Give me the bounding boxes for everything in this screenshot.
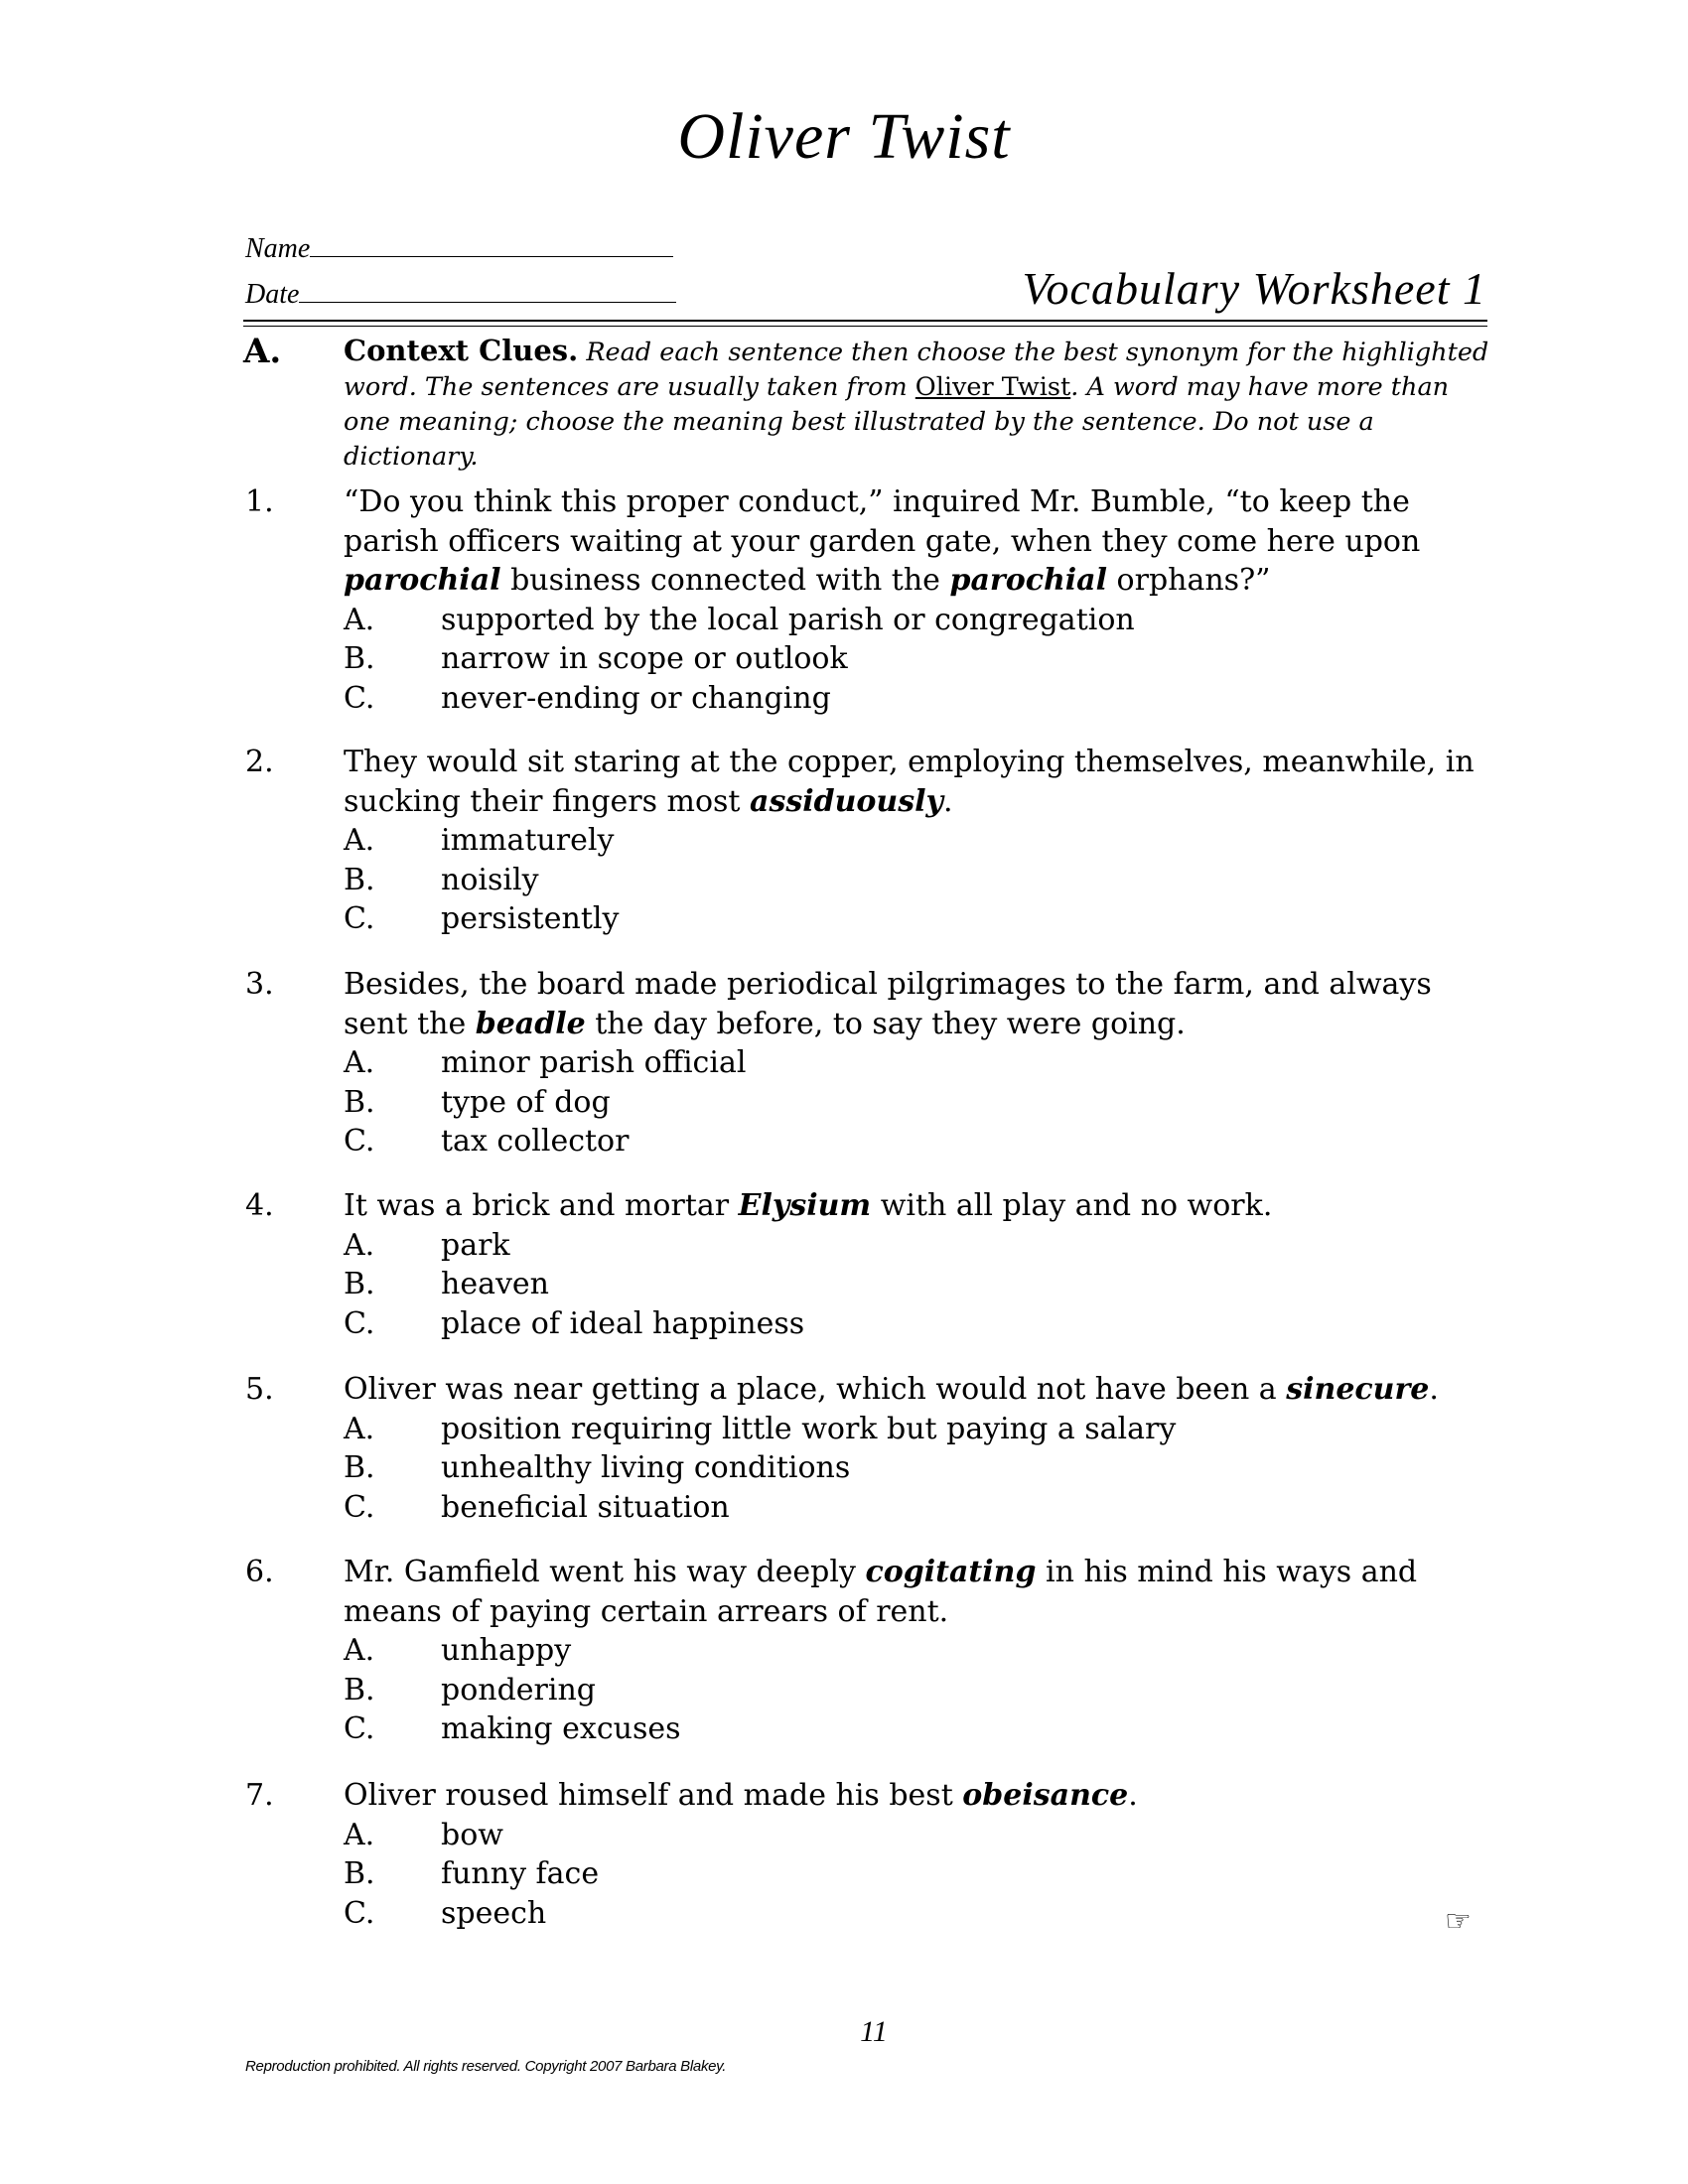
option-letter: A.: [344, 1045, 375, 1080]
option-text: narrow in scope or outlook: [441, 641, 848, 676]
option-text: supported by the local parish or congregation: [441, 602, 1135, 637]
answer-option[interactable]: [344, 639, 848, 679]
answer-option[interactable]: [344, 1265, 549, 1304]
option-text: unhealthy living conditions: [441, 1450, 851, 1485]
stem-text: .: [1429, 1372, 1439, 1407]
option-letter: B.: [344, 1267, 375, 1301]
vocabulary-word: parochial: [949, 563, 1108, 598]
stem-text: in his mind his ways and means of paying certain arrears of rent.: [344, 1555, 1418, 1629]
stem-text: .: [942, 783, 953, 819]
option-text: beneficial situation: [441, 1489, 730, 1525]
option-text: place of ideal happiness: [441, 1305, 805, 1341]
name-blank[interactable]: [310, 232, 673, 257]
option-letter: C.: [344, 1124, 375, 1159]
option-text: bow: [441, 1817, 503, 1852]
stem-text: They would sit staring at the copper, employing themselves, meanwhile, in sucking their fingers most: [344, 745, 1475, 819]
answer-option[interactable]: [344, 1854, 599, 1894]
answer-option[interactable]: [344, 1816, 503, 1855]
option-text: park: [441, 1227, 510, 1263]
option-letter: C.: [344, 680, 375, 716]
answer-option[interactable]: [344, 1488, 730, 1528]
option-letter: A.: [344, 1411, 375, 1446]
instructions-text-1: Read each sentence then choose the best synonym for the highlighted word. The sentences are usually taken from: [344, 338, 1489, 402]
question-number: 5.: [245, 1372, 274, 1407]
vocabulary-word: obeisance: [962, 1778, 1129, 1813]
header-rule-thin: [243, 326, 1487, 327]
option-letter: B.: [344, 1856, 375, 1891]
stem-text: business connected with the: [500, 563, 950, 598]
answer-option[interactable]: [344, 1671, 596, 1710]
option-letter: A.: [344, 1227, 375, 1263]
section-heading: Context Clues.: [344, 334, 579, 367]
answer-option[interactable]: [344, 899, 619, 939]
stem-text: Oliver was near getting a place, which would not have been a: [344, 1372, 1287, 1407]
option-letter: A.: [344, 1817, 375, 1852]
stem-text: Mr. Gamfield went his way deeply: [344, 1555, 866, 1589]
vocabulary-word: parochial: [344, 563, 501, 598]
option-letter: C.: [344, 1305, 375, 1341]
option-text: immaturely: [441, 823, 615, 858]
option-letter: C.: [344, 1489, 375, 1525]
option-letter: C.: [344, 901, 375, 936]
question-stem: [344, 1553, 1495, 1631]
name-field[interactable]: [245, 232, 673, 265]
vocabulary-word: sinecure: [1286, 1372, 1430, 1407]
question-stem: [344, 482, 1495, 601]
section-letter: A.: [243, 332, 282, 371]
question-stem: [344, 965, 1495, 1043]
option-text: position requiring little work but paying a salary: [441, 1411, 1177, 1446]
vocabulary-word: Elysium: [738, 1188, 872, 1223]
stem-text: the day before, to say they were going.: [585, 1006, 1186, 1041]
option-text: persistently: [441, 901, 620, 936]
option-letter: B.: [344, 862, 375, 897]
option-letter: A.: [344, 823, 375, 858]
stem-text: with all play and no work.: [871, 1188, 1273, 1223]
book-title: Oliver Twist: [914, 372, 1071, 402]
stem-text: Besides, the board made periodical pilgrimages to the farm, and always sent the: [344, 967, 1432, 1041]
option-text: pondering: [441, 1672, 597, 1707]
option-text: making excuses: [441, 1711, 681, 1746]
answer-option[interactable]: [344, 1410, 1176, 1449]
name-label: Name: [245, 233, 311, 264]
option-text: heaven: [441, 1267, 549, 1301]
worksheet-subtitle: Vocabulary Worksheet 1: [1022, 263, 1486, 314]
vocabulary-word: beadle: [475, 1006, 586, 1041]
question-stem: [344, 1186, 1495, 1226]
question-stem: [344, 1776, 1495, 1816]
question-number: 1.: [245, 484, 274, 519]
question-number: 3.: [245, 967, 274, 1002]
option-letter: B.: [344, 1672, 375, 1707]
answer-option[interactable]: [344, 861, 539, 900]
question-number: 7.: [245, 1778, 274, 1813]
answer-option[interactable]: [344, 1894, 546, 1934]
question-number: 6.: [245, 1555, 274, 1589]
option-text: minor parish official: [441, 1045, 747, 1080]
answer-option[interactable]: [344, 1043, 746, 1083]
option-letter: A.: [344, 602, 375, 637]
answer-option[interactable]: [344, 1448, 850, 1488]
question-number: 4.: [245, 1188, 274, 1223]
answer-option[interactable]: [344, 1226, 510, 1266]
question-stem: [344, 743, 1495, 821]
pointing-hand-icon: ☞: [1445, 1904, 1472, 1939]
answer-option[interactable]: [344, 821, 614, 861]
option-text: unhappy: [441, 1633, 572, 1668]
stem-text: orphans?”: [1107, 563, 1271, 598]
option-text: speech: [441, 1895, 547, 1931]
answer-option[interactable]: [344, 1709, 681, 1749]
option-letter: B.: [344, 1450, 375, 1485]
stem-text: “Do you think this proper conduct,” inquired Mr. Bumble, “to keep the parish officers waiting at your garden gate, when they come here upon: [344, 484, 1421, 559]
vocabulary-word: cogitating: [865, 1555, 1037, 1589]
option-text: type of dog: [441, 1084, 611, 1120]
header-rule: [243, 320, 1487, 322]
option-letter: A.: [344, 1633, 375, 1668]
page-number: 11: [860, 2015, 888, 2048]
stem-text: It was a brick and mortar: [344, 1188, 739, 1223]
worksheet-title: Oliver Twist: [677, 100, 1011, 173]
answer-option[interactable]: [344, 601, 1135, 640]
question-number: 2.: [245, 745, 274, 779]
date-field[interactable]: [245, 278, 676, 311]
date-label: Date: [245, 279, 300, 310]
answer-option[interactable]: [344, 1122, 629, 1161]
section-instructions: [344, 334, 1495, 475]
option-letter: C.: [344, 1711, 375, 1746]
copyright-footer: Reproduction prohibited. All rights reserved. Copyright 2007 Barbara Blakey.: [245, 2058, 727, 2075]
option-text: noisily: [441, 862, 539, 897]
answer-option[interactable]: [344, 1083, 611, 1123]
option-text: funny face: [441, 1856, 600, 1891]
option-text: never-ending or changing: [441, 680, 831, 716]
option-text: tax collector: [441, 1124, 630, 1159]
answer-option[interactable]: [344, 1631, 571, 1671]
question-stem: [344, 1370, 1495, 1410]
vocabulary-word: assiduously: [750, 783, 943, 819]
answer-option[interactable]: [344, 1304, 804, 1344]
answer-option[interactable]: [344, 679, 831, 719]
option-letter: B.: [344, 1084, 375, 1120]
option-letter: B.: [344, 641, 375, 676]
instructions-text-2: . A word may have more than one meaning; choose the meaning best illustrated by the sentence. Do not use a dictionary.: [344, 372, 1450, 472]
stem-text: Oliver roused himself and made his best: [344, 1778, 963, 1813]
date-blank[interactable]: [299, 278, 676, 303]
option-letter: C.: [344, 1895, 375, 1931]
stem-text: .: [1128, 1778, 1138, 1813]
